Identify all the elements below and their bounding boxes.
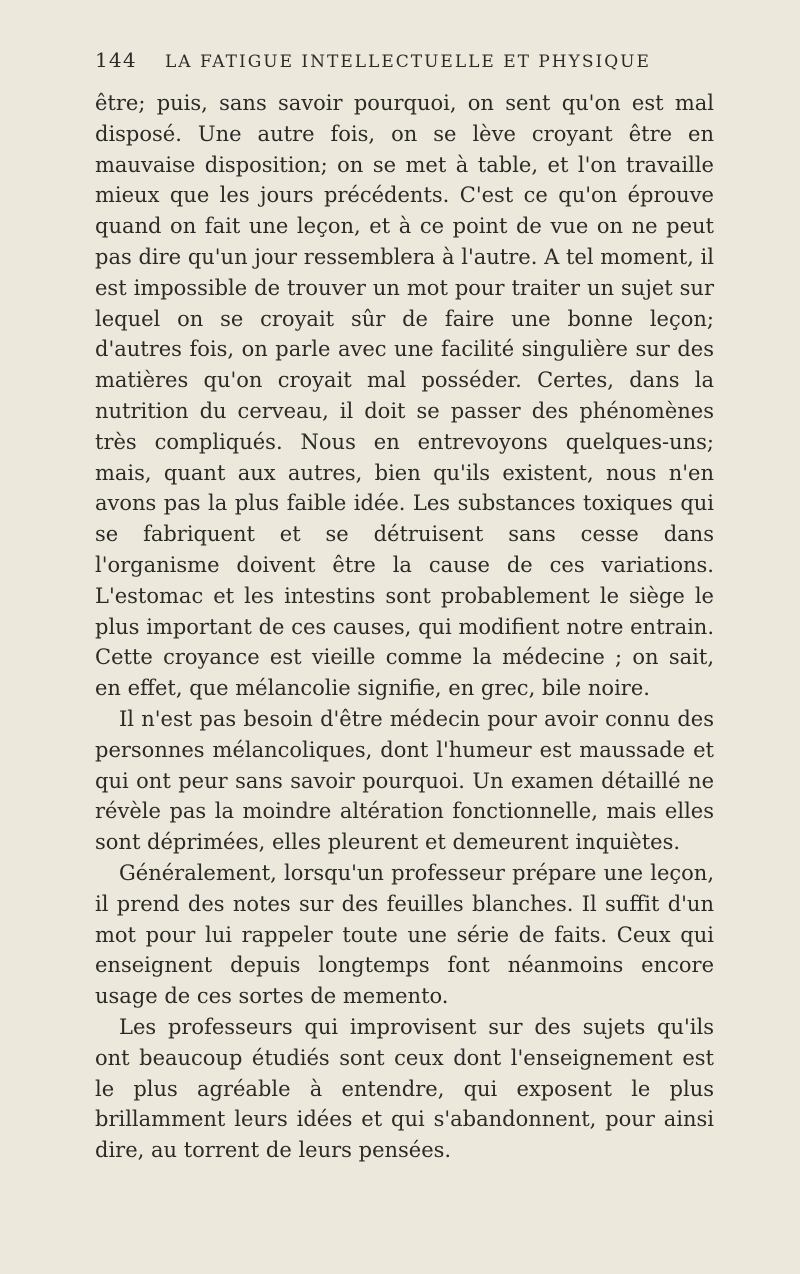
- page-number: 144: [95, 48, 137, 72]
- body-text: [95, 88, 714, 1166]
- paragraph: Il n'est pas besoin d'être médecin pour avoir connu des personnes mélancoliques, dont l'humeur est maussade et qui ont peur sans savoir pourquoi. Un examen détaillé ne révèle pas la moindre altération fonctionnelle, mais elles sont déprimées, elles pleurent et demeurent inquiètes.: [95, 706, 714, 855]
- running-header: [95, 48, 714, 80]
- paragraph: Les professeurs qui improvisent sur des sujets qu'ils ont beaucoup étudiés sont ceux dont l'enseignement est le plus agréable à entendre, qui exposent le plus brillamment leurs idées et qui s'abandonnent, pour ainsi dire, au torrent de leurs pensées.: [95, 1014, 714, 1163]
- running-title: LA FATIGUE INTELLECTUELLE ET PHYSIQUE: [165, 52, 651, 72]
- paragraph-continued: être; puis, sans savoir pourquoi, on sent qu'on est mal disposé. Une autre fois, on se lève croyant être en mauvaise disposition; on se met à table, et l'on travaille mieux que les jours précédents. C'est ce qu'on éprouve quand on fait une leçon, et à ce point de vue on ne peut pas dire qu'un jour ressemblera à l'autre. A tel moment, il est impossible de trouver un mot pour traiter un sujet sur lequel on se croyait sûr de faire une bonne leçon; d'autres fois, on parle avec une facilité singulière sur des matières qu'on croyait mal posséder. Certes, dans la nutrition du cerveau, il doit se passer des phénomènes très compliqués. Nous en entrevoyons quelques-uns; mais, quant aux autres, bien qu'ils existent, nous n'en avons pas la plus faible idée. Les substances toxiques qui se fabriquent et se détruisent sans cesse dans l'organisme doivent être la cause de ces variations. L'estomac et les intestins sont probablement le siège le plus important de ces causes, qui modifient notre entrain. Cette croyance est vieille comme la médecine ; on sait, en effet, que mélancolie signifie, en grec, bile noire.: [95, 91, 714, 701]
- paragraph: Généralement, lorsqu'un professeur prépare une leçon, il prend des notes sur des feuilles blanches. Il suffit d'un mot pour lui rappeler toute une série de faits. Ceux qui enseignent depuis longtemps font néanmoins encore usage de ces sortes de memento.: [95, 860, 714, 1009]
